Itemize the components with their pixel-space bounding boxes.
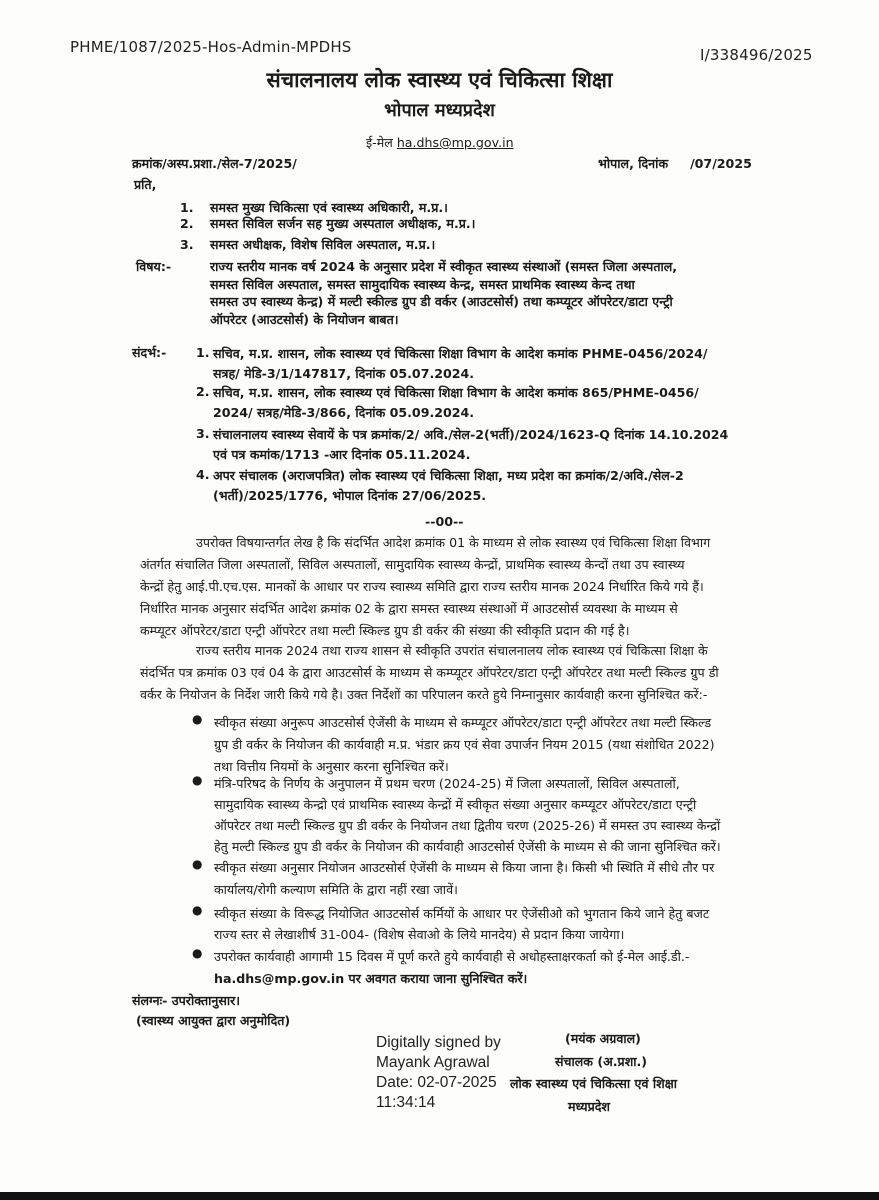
signatory-name: (मयंक अग्रवाल) bbox=[565, 1031, 641, 1046]
bullet-icon: ● bbox=[192, 712, 203, 726]
body-paragraph bbox=[140, 532, 710, 642]
instruction-line: उपरोक्त कार्यवाही आगामी 15 दिवस में पूर्ण करते हुये कार्यवाही से अधोहस्ताक्षरकर्ता को ई-मेल आई.डी.- bbox=[214, 949, 690, 964]
paragraph-line: राज्य स्तरीय मानक 2024 तथा राज्य शासन से स्वीकृति उपरांत संचालनालय लोक स्वास्थ्य एवं चिकित्सा शिक्षा के bbox=[196, 643, 708, 658]
signatory-state: मध्यप्रदेश bbox=[568, 1099, 610, 1114]
reference-line: संचालनालय स्वास्थ्य सेवायें के पत्र क्रमांक/2/ अवि./सेल-2(भर्ती)/2024/1623-Q दिनांक 14.10.2024 bbox=[213, 427, 729, 442]
digital-signature-block bbox=[376, 1033, 501, 1113]
subject-line: समस्त उप स्वास्थ्य केन्द्र) में मल्टी स्कील्ड ग्रुप डी वर्कर (आउटसोर्स) तथा कम्प्यूटर ऑपरेटर/डाटा एन्ट्री bbox=[210, 294, 673, 309]
bullet-icon: ● bbox=[192, 773, 203, 787]
bullet-icon: ● bbox=[192, 857, 203, 871]
file-code-left: PHME/1087/2025-Hos-Admin-MPDHS bbox=[70, 38, 352, 56]
instruction-line: कार्यालय/रोगी कल्याण समिति के द्वारा नहीं रखा जावें। bbox=[214, 882, 458, 897]
reference-number: 2. bbox=[196, 384, 210, 399]
reference-line: सचिव, म.प्र. शासन, लोक स्वास्थ्य एवं चिकित्सा शिक्षा विभाग के आदेश कमांक 865/PHME-0456/ bbox=[213, 385, 699, 400]
instruction-line: तथा वित्तीय नियमों के अनुसार करना सुनिश्चित करें। bbox=[214, 759, 449, 774]
signature-line: Digitally signed by bbox=[376, 1034, 501, 1051]
email-address: ha.dhs@mp.gov.in bbox=[396, 135, 514, 150]
instruction-line: सामुदायिक स्वास्थ्य केन्द्रो एवं प्राथमिक स्वास्थ्य केन्द्रों में स्वीकृत संख्या अनुसार कम्प्यूटर ऑपरेटर/डाटा एन्ट्री bbox=[214, 797, 697, 812]
recipient-number: 1. bbox=[180, 200, 194, 215]
instruction-line: स्वीकृत संख्या के विरूद्ध नियोजित आउटसोर्स कर्मियों के आधार पर ऐजेंसीओ को भुगतान किये जाने हेतु बजट bbox=[214, 906, 710, 921]
instruction-line: ha.dhs@mp.gov.in पर अवगत कराया जाना सुनिश्चित करें। bbox=[214, 971, 528, 986]
instruction-line: ऑपरेटर तथा मल्टी स्किल्ड ग्रुप डी वर्कर के नियोजन तथा द्वितीय चरण (2025-26) में समस्त उप स्वास्थ्य केन्द्रों bbox=[214, 818, 721, 833]
body-paragraph bbox=[140, 640, 719, 706]
reference-line: 2024/ सत्रह/मेडि-3/866, दिनांक 05.09.2024. bbox=[213, 405, 475, 420]
reference-line: सचिव, म.प्र. शासन, लोक स्वास्थ्य एवं चिकित्सा शिक्षा विभाग के आदेश कमांक PHME-0456/2024/ bbox=[213, 346, 708, 361]
instruction-item bbox=[214, 712, 715, 778]
instruction-item bbox=[214, 946, 689, 990]
reference-number: 3. bbox=[196, 426, 210, 441]
recipient-text: समस्त मुख्य चिकित्सा एवं स्वास्थ्य अधिकारी, म.प्र.। bbox=[210, 200, 448, 215]
instruction-line: स्वीकृत संख्या अनुसार नियोजन आउटसोर्स ऐजेंसी के माध्यम से किया जाना है। किसी भी स्थिति में सीधे तौर पर bbox=[214, 860, 715, 875]
office-title: संचालनालय लोक स्वास्थ्य एवं चिकित्सा शिक्षा bbox=[266, 68, 613, 92]
bullet-icon: ● bbox=[192, 946, 203, 960]
paragraph-line: कम्प्यूटर ऑपरेटर/डाटा एन्ट्री ऑपरेटर तथा मल्टी स्किल्ड ग्रुप डी वर्कर की संख्या की स्वीकृति प्रदान की गई है। bbox=[140, 623, 630, 638]
separator: --00-- bbox=[425, 514, 464, 529]
paragraph-line: केन्द्रों हेतु आई.पी.एच.एस. मानकों के आधार पर राज्य स्वास्थ्य समिति द्वारा राज्य स्तरीय मानक 2024 निर्धारित किये गये हैं। bbox=[140, 579, 704, 594]
reference-item bbox=[213, 344, 707, 384]
instruction-line: स्वीकृत संख्या अनुरूप आउटसोर्स ऐजेंसी के माध्यम से कम्प्यूटर ऑपरेटर/डाटा एन्ट्री ऑपरेटर तथा मल्टी स्किल्ड bbox=[214, 715, 712, 730]
reference-item bbox=[213, 383, 699, 423]
paragraph-line: निर्धारित मानक अनुसार संदर्भित आदेश क्रमांक 02 के द्वारा समस्त स्वास्थ्य संस्थाओं में आउटसोर्स व्यवस्था के माध्यम से bbox=[140, 601, 678, 616]
instruction-line: हेतु मल्टी स्किल्ड ग्रुप डी वर्कर के नियोजन की कार्यवाही आउटसोर्स ऐजेंसी के माध्यम से की जाना सुनिश्चित करें। bbox=[214, 839, 721, 854]
approval-note: (स्वास्थ्य आयुक्त द्वारा अनुमोदित) bbox=[136, 1013, 291, 1028]
subject-line: ऑपरेटर (आउटसोर्स) के नियोजन बाबत। bbox=[210, 311, 399, 327]
reference-line: (भर्ती)/2025/1776, भोपाल दिनांक 27/06/2025. bbox=[213, 488, 487, 503]
instruction-line: राज्य स्तर से लेखाशीर्ष 31-004- (विशेष सेवाओ के लिये मानदेय) से प्रदान किया जायेगा। bbox=[214, 927, 625, 942]
subject-line: समस्त सिविल अस्पताल, समस्त सामुदायिक स्वास्थ्य केन्द्र, समस्त प्राथमिक स्वास्थ्य केन्द तथा bbox=[210, 276, 635, 292]
reference-item bbox=[213, 466, 684, 506]
signatory-office: लोक स्वास्थ्य एवं चिकित्सा एवं शिक्षा bbox=[510, 1076, 677, 1091]
reference-item bbox=[213, 425, 728, 465]
recipient-number: 2. bbox=[180, 216, 194, 231]
signatory-designation: संचालक (अ.प्रशा.) bbox=[555, 1054, 648, 1069]
reference-number: 1. bbox=[196, 345, 210, 360]
signature-line: Date: 02-07-2025 bbox=[376, 1074, 497, 1091]
instruction-item bbox=[214, 857, 714, 901]
place-date-label: भोपाल, दिनांक bbox=[598, 156, 669, 171]
reference-line: अपर संचालक (अराजपत्रित) लोक स्वास्थ्य एवं चिकित्सा शिक्षा, मध्य प्रदेश का क्रमांक/2/अवि./सेल-2 bbox=[213, 468, 684, 483]
recipient-text: समस्त अधीक्षक, विशेष सिविल अस्पताल, म.प्र.। bbox=[210, 237, 436, 252]
letter-number: क्रमांक/अस्प.प्रशा./सेल-7/2025/ bbox=[132, 156, 297, 171]
file-code-right: I/338496/2025 bbox=[700, 46, 813, 64]
email-label: ई-मेल bbox=[366, 135, 393, 150]
paragraph-line: वर्कर के नियोजन के निर्देश जारी किये गये है। उक्त निर्देशों का परिपालन करते हुये निम्नानुसार कार्यवाही करना सुनिश्चित करें:- bbox=[140, 687, 708, 702]
reference-number: 4. bbox=[196, 467, 210, 482]
letter-place-date bbox=[598, 155, 752, 172]
bullet-icon: ● bbox=[192, 903, 203, 917]
paragraph-line: उपरोक्त विषयान्तर्गत लेख है कि संदर्भित आदेश क्रमांक 01 के माध्यम से लोक स्वास्थ्य एवं चिकित्सा शिक्षा विभाग bbox=[196, 535, 711, 550]
letter-date: /07/2025 bbox=[690, 156, 752, 171]
signature-line: Mayank Agrawal bbox=[376, 1054, 490, 1071]
enclosure-note: संलग्नः- उपरोक्तानुसार। bbox=[132, 993, 241, 1008]
subject-line: राज्य स्तरीय मानक वर्ष 2024 के अनुसार प्रदेश में स्वीकृत स्वास्थ्य संस्थाओं (समस्त जिला अस्पताल, bbox=[210, 259, 678, 274]
instruction-item bbox=[214, 903, 709, 945]
instruction-item bbox=[214, 773, 721, 857]
bottom-edge-bar bbox=[0, 1192, 879, 1200]
paragraph-line: संदर्भित पत्र क्रमांक 03 एवं 04 के द्वारा आउटसोर्स के माध्यम से कम्प्यूटर ऑपरेटर/डाटा एन्ट्री ऑपरेटर तथा मल्टी स्किल्ड ग्रुप डी bbox=[140, 665, 719, 680]
subject-label: विषय:- bbox=[136, 259, 172, 274]
email-line bbox=[366, 134, 514, 151]
recipient-number: 3. bbox=[180, 237, 194, 252]
reference-label: संदर्भ:- bbox=[132, 345, 167, 360]
instruction-line: ग्रुप डी वर्कर के नियोजन की कार्यवाही म.प्र. भंडार क्रय एवं सेवा उपार्जन नियम 2015 (यथा संशोधित 2022) bbox=[214, 737, 715, 752]
paragraph-line: अंतर्गत संचालित जिला अस्पतालों, सिविल अस्पतालों, सामुदायिक स्वास्थ्य केन्द्रों, प्राथमिक स्वास्थ्य केन्दों तथा उप स्वास्थ्य bbox=[140, 557, 685, 572]
recipient-text: समस्त सिविल सर्जन सह मुख्य अस्पताल अधीक्षक, म.प्र.। bbox=[210, 216, 476, 231]
signature-line: 11:34:14 bbox=[376, 1094, 436, 1111]
reference-line: एवं पत्र कमांक/1713 -आर दिनांक 05.11.2024. bbox=[213, 447, 471, 462]
office-location: भोपाल मध्यप्रदेश bbox=[384, 100, 495, 121]
reference-line: सत्रह/ मेडि-3/1/147817, दिनांक 05.07.2024. bbox=[213, 366, 475, 381]
subject-text bbox=[210, 258, 677, 328]
to-label: प्रति, bbox=[134, 177, 157, 192]
instruction-line: मंत्रि-परिषद के निर्णय के अनुपालन में प्रथम चरण (2024-25) में जिला अस्पतालों, सिविल अस्पतालों, bbox=[214, 776, 680, 791]
